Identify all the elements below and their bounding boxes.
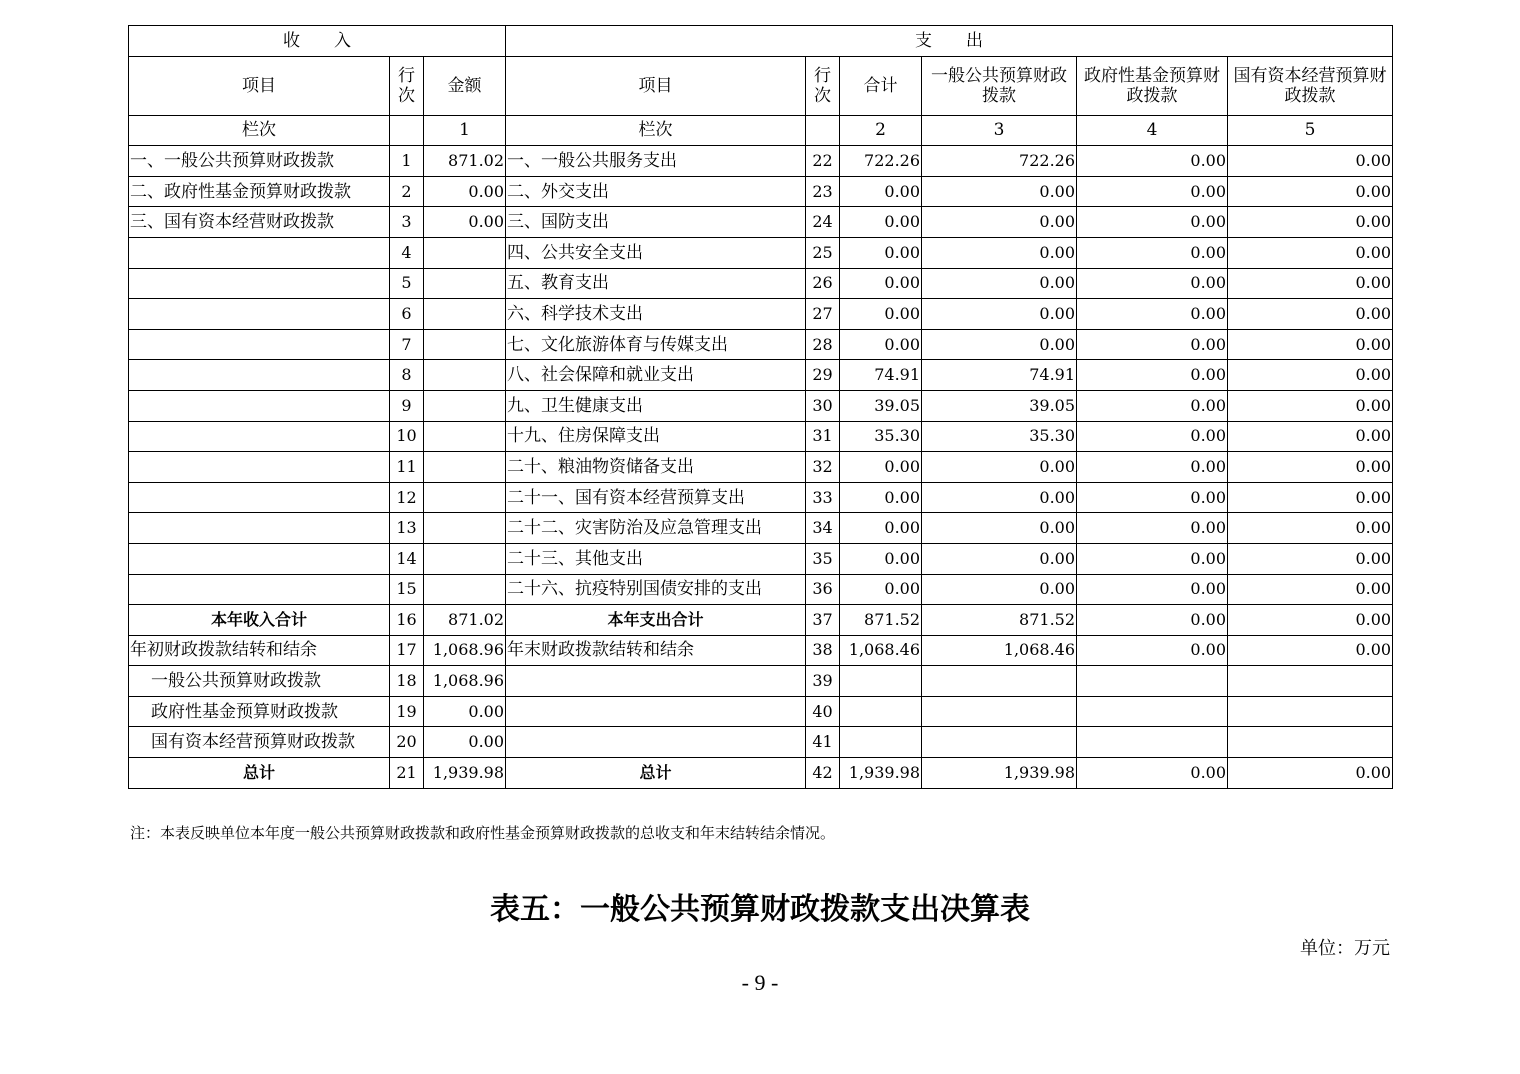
income-amount (424, 513, 506, 544)
general-budget-amount: 0.00 (922, 207, 1077, 238)
income-amount: 1,068.96 (424, 635, 506, 666)
expense-row-no: 22 (806, 146, 840, 177)
general-budget-amount: 1,068.46 (922, 635, 1077, 666)
income-section-header: 收 入 (129, 26, 506, 57)
column-index-row (129, 115, 1393, 146)
soe-budget-amount: 0.00 (1228, 758, 1393, 789)
expense-total: 0.00 (840, 176, 922, 207)
soe-budget-amount: 0.00 (1228, 360, 1393, 391)
gov-fund-amount: 0.00 (1077, 360, 1228, 391)
expense-row-no: 35 (806, 543, 840, 574)
income-row-no: 4 (390, 237, 424, 268)
table-row (129, 329, 1393, 360)
gov-fund-amount (1077, 727, 1228, 758)
income-item: 政府性基金预算财政拨款 (129, 696, 390, 727)
expense-item: 二、外交支出 (506, 176, 806, 207)
income-row-no: 17 (390, 635, 424, 666)
gov-fund-amount (1077, 696, 1228, 727)
income-amount: 871.02 (424, 146, 506, 177)
income-amount (424, 543, 506, 574)
soe-budget-amount (1228, 696, 1393, 727)
expense-row-no: 40 (806, 696, 840, 727)
expense-total: 0.00 (840, 513, 922, 544)
soe-budget-amount: 0.00 (1228, 207, 1393, 238)
income-item (129, 268, 390, 299)
gov-fund-amount (1077, 666, 1228, 697)
general-budget-amount: 39.05 (922, 390, 1077, 421)
income-item (129, 390, 390, 421)
income-row-no: 21 (390, 758, 424, 789)
general-budget-amount: 0.00 (922, 237, 1077, 268)
expense-total: 0.00 (840, 268, 922, 299)
income-row-no: 18 (390, 666, 424, 697)
income-row-no: 3 (390, 207, 424, 238)
soe-budget-amount: 0.00 (1228, 268, 1393, 299)
soe-budget-amount: 0.00 (1228, 452, 1393, 483)
table-row (129, 421, 1393, 452)
income-item: 年初财政拨款结转和结余 (129, 635, 390, 666)
gov-fund-amount: 0.00 (1077, 543, 1228, 574)
column-index-1: 1 (424, 115, 506, 146)
expense-row-no: 24 (806, 207, 840, 238)
soe-budget-amount: 0.00 (1228, 574, 1393, 605)
income-row-no: 6 (390, 299, 424, 330)
income-amount: 0.00 (424, 207, 506, 238)
expense-total-header: 合计 (840, 56, 922, 115)
general-budget-amount: 0.00 (922, 299, 1077, 330)
gov-fund-amount: 0.00 (1077, 268, 1228, 299)
gov-fund-amount: 0.00 (1077, 758, 1228, 789)
expense-total: 0.00 (840, 237, 922, 268)
unit-label: 单位：万元 (1300, 938, 1390, 959)
expense-item: 十九、住房保障支出 (506, 421, 806, 452)
soe-budget-amount: 0.00 (1228, 635, 1393, 666)
expense-item: 四、公共安全支出 (506, 237, 806, 268)
income-item (129, 513, 390, 544)
expense-row-no: 38 (806, 635, 840, 666)
income-item: 一、一般公共预算财政拨款 (129, 146, 390, 177)
income-item (129, 421, 390, 452)
general-budget-amount: 722.26 (922, 146, 1077, 177)
soe-budget-amount: 0.00 (1228, 299, 1393, 330)
fiscal-allocation-table (128, 25, 1393, 789)
general-budget-amount: 0.00 (922, 482, 1077, 513)
general-budget-amount (922, 727, 1077, 758)
table-row (129, 360, 1393, 391)
income-amount (424, 574, 506, 605)
expense-row-no: 39 (806, 666, 840, 697)
income-amount (424, 299, 506, 330)
general-budget-amount: 0.00 (922, 452, 1077, 483)
soe-budget-amount: 0.00 (1228, 237, 1393, 268)
income-amount: 871.02 (424, 605, 506, 636)
expense-item: 二十六、抗疫特别国债安排的支出 (506, 574, 806, 605)
expense-item: 年末财政拨款结转和结余 (506, 635, 806, 666)
income-amount: 0.00 (424, 727, 506, 758)
soe-budget-amount: 0.00 (1228, 176, 1393, 207)
expense-row-no: 25 (806, 237, 840, 268)
expense-item-header: 项目 (506, 56, 806, 115)
expense-item: 七、文化旅游体育与传媒支出 (506, 329, 806, 360)
expense-row-no: 29 (806, 360, 840, 391)
expense-total: 1,068.46 (840, 635, 922, 666)
gov-fund-amount: 0.00 (1077, 605, 1228, 636)
expense-total (840, 666, 922, 697)
expense-item: 八、社会保障和就业支出 (506, 360, 806, 391)
expense-row-no: 36 (806, 574, 840, 605)
table-row (129, 696, 1393, 727)
expense-row-no: 26 (806, 268, 840, 299)
income-row-no: 7 (390, 329, 424, 360)
gov-fund-amount: 0.00 (1077, 329, 1228, 360)
income-amount: 0.00 (424, 696, 506, 727)
expense-total: 871.52 (840, 605, 922, 636)
general-budget-amount: 1,939.98 (922, 758, 1077, 789)
table-row (129, 146, 1393, 177)
general-budget-amount: 0.00 (922, 329, 1077, 360)
income-row-no: 8 (390, 360, 424, 391)
expense-row-no: 42 (806, 758, 840, 789)
general-budget-amount (922, 696, 1077, 727)
expense-item: 三、国防支出 (506, 207, 806, 238)
expense-row-no: 32 (806, 452, 840, 483)
income-item: 三、国有资本经营财政拨款 (129, 207, 390, 238)
table-row (129, 635, 1393, 666)
soe-budget-amount: 0.00 (1228, 543, 1393, 574)
income-row-no: 16 (390, 605, 424, 636)
income-item: 一般公共预算财政拨款 (129, 666, 390, 697)
general-budget-amount (922, 666, 1077, 697)
expense-item: 二十二、灾害防治及应急管理支出 (506, 513, 806, 544)
soe-budget-amount: 0.00 (1228, 513, 1393, 544)
table-row (129, 390, 1393, 421)
gov-fund-header: 政府性基金预算财政拨款 (1077, 56, 1228, 115)
expense-row-no: 37 (806, 605, 840, 636)
income-amount (424, 390, 506, 421)
income-item (129, 329, 390, 360)
header-row-1 (129, 26, 1393, 57)
table-row (129, 268, 1393, 299)
expense-row-no-header: 行 次 (806, 56, 840, 115)
income-row-no-header: 行 次 (390, 56, 424, 115)
table-row (129, 452, 1393, 483)
expense-row-no: 30 (806, 390, 840, 421)
expense-row-no: 28 (806, 329, 840, 360)
column-index-3: 3 (922, 115, 1077, 146)
expense-item: 二十一、国有资本经营预算支出 (506, 482, 806, 513)
table-row (129, 176, 1393, 207)
gov-fund-amount: 0.00 (1077, 635, 1228, 666)
table-row (129, 207, 1393, 238)
income-row-no: 2 (390, 176, 424, 207)
income-amount (424, 329, 506, 360)
column-index-5: 5 (1228, 115, 1393, 146)
general-budget-amount: 0.00 (922, 268, 1077, 299)
gov-fund-amount: 0.00 (1077, 421, 1228, 452)
column-index-label: 栏次 (129, 115, 390, 146)
gov-fund-amount: 0.00 (1077, 176, 1228, 207)
page-number: - 9 - (741, 970, 779, 995)
table-row (129, 666, 1393, 697)
soe-budget-amount (1228, 666, 1393, 697)
income-amount: 1,068.96 (424, 666, 506, 697)
income-item (129, 482, 390, 513)
soe-budget-amount (1228, 727, 1393, 758)
expense-item (506, 696, 806, 727)
general-budget-amount: 0.00 (922, 543, 1077, 574)
expense-row-no: 33 (806, 482, 840, 513)
expense-section-header: 支 出 (506, 26, 1393, 57)
expense-total: 722.26 (840, 146, 922, 177)
table-row (129, 543, 1393, 574)
income-row-no: 9 (390, 390, 424, 421)
income-row-no: 11 (390, 452, 424, 483)
column-index-empty (390, 115, 424, 146)
expense-total (840, 696, 922, 727)
header-row-2 (129, 56, 1393, 115)
expense-total: 39.05 (840, 390, 922, 421)
expense-total: 1,939.98 (840, 758, 922, 789)
income-row-no: 1 (390, 146, 424, 177)
expense-total: 0.00 (840, 207, 922, 238)
expense-item (506, 727, 806, 758)
general-budget-amount: 871.52 (922, 605, 1077, 636)
general-budget-header: 一般公共预算财政拨款 (922, 56, 1077, 115)
expense-total: 0.00 (840, 543, 922, 574)
expense-total: 74.91 (840, 360, 922, 391)
expense-total: 35.30 (840, 421, 922, 452)
expense-total (840, 727, 922, 758)
soe-budget-amount: 0.00 (1228, 390, 1393, 421)
general-budget-amount: 74.91 (922, 360, 1077, 391)
income-item: 国有资本经营预算财政拨款 (129, 727, 390, 758)
gov-fund-amount: 0.00 (1077, 207, 1228, 238)
income-item (129, 360, 390, 391)
income-item (129, 574, 390, 605)
income-item: 二、政府性基金预算财政拨款 (129, 176, 390, 207)
general-budget-amount: 0.00 (922, 513, 1077, 544)
gov-fund-amount: 0.00 (1077, 482, 1228, 513)
gov-fund-amount: 0.00 (1077, 390, 1228, 421)
income-item (129, 237, 390, 268)
gov-fund-amount: 0.00 (1077, 146, 1228, 177)
expense-row-no: 27 (806, 299, 840, 330)
expense-total: 0.00 (840, 574, 922, 605)
income-item (129, 452, 390, 483)
expense-total: 0.00 (840, 482, 922, 513)
column-index-empty (806, 115, 840, 146)
column-index-2: 2 (840, 115, 922, 146)
income-item (129, 299, 390, 330)
expense-item: 九、卫生健康支出 (506, 390, 806, 421)
income-row-no: 13 (390, 513, 424, 544)
income-row-no: 14 (390, 543, 424, 574)
expense-row-no: 41 (806, 727, 840, 758)
expense-row-no: 23 (806, 176, 840, 207)
general-budget-amount: 0.00 (922, 176, 1077, 207)
expense-total: 0.00 (840, 452, 922, 483)
income-row-no: 15 (390, 574, 424, 605)
income-amount (424, 237, 506, 268)
general-budget-amount: 0.00 (922, 574, 1077, 605)
expense-row-no: 31 (806, 421, 840, 452)
expense-item (506, 666, 806, 697)
income-item-header: 项目 (129, 56, 390, 115)
expense-item: 五、教育支出 (506, 268, 806, 299)
expense-item: 总计 (506, 758, 806, 789)
soe-budget-amount: 0.00 (1228, 329, 1393, 360)
income-amount (424, 421, 506, 452)
table-row (129, 727, 1393, 758)
soe-budget-amount: 0.00 (1228, 421, 1393, 452)
expense-total: 0.00 (840, 329, 922, 360)
income-amount (424, 268, 506, 299)
expense-item: 六、科学技术支出 (506, 299, 806, 330)
expense-column-index-label: 栏次 (506, 115, 806, 146)
next-table-title: 表五：一般公共预算财政拨款支出决算表 (490, 892, 1030, 927)
table-note: 注：本表反映单位本年度一般公共预算财政拨款和政府性基金预算财政拨款的总收支和年末结转结余情况。 (130, 824, 836, 842)
expense-item: 二十、粮油物资储备支出 (506, 452, 806, 483)
expense-row-no: 34 (806, 513, 840, 544)
gov-fund-amount: 0.00 (1077, 452, 1228, 483)
income-item: 总计 (129, 758, 390, 789)
soe-budget-amount: 0.00 (1228, 605, 1393, 636)
income-amount (424, 452, 506, 483)
general-budget-amount: 35.30 (922, 421, 1077, 452)
expense-item: 一、一般公共服务支出 (506, 146, 806, 177)
income-row-no: 5 (390, 268, 424, 299)
gov-fund-amount: 0.00 (1077, 513, 1228, 544)
table-row (129, 605, 1393, 636)
income-amount (424, 482, 506, 513)
table-row (129, 237, 1393, 268)
expense-item: 二十三、其他支出 (506, 543, 806, 574)
gov-fund-amount: 0.00 (1077, 574, 1228, 605)
income-row-no: 19 (390, 696, 424, 727)
table-row (129, 513, 1393, 544)
income-amount: 1,939.98 (424, 758, 506, 789)
income-item (129, 543, 390, 574)
table-row (129, 574, 1393, 605)
income-row-no: 10 (390, 421, 424, 452)
expense-total: 0.00 (840, 299, 922, 330)
gov-fund-amount: 0.00 (1077, 237, 1228, 268)
income-row-no: 12 (390, 482, 424, 513)
soe-budget-amount: 0.00 (1228, 482, 1393, 513)
table-row (129, 299, 1393, 330)
income-amount (424, 360, 506, 391)
income-amount: 0.00 (424, 176, 506, 207)
income-row-no: 20 (390, 727, 424, 758)
soe-budget-header: 国有资本经营预算财政拨款 (1228, 56, 1393, 115)
income-amount-header: 金额 (424, 56, 506, 115)
expense-item: 本年支出合计 (506, 605, 806, 636)
table-row (129, 758, 1393, 789)
gov-fund-amount: 0.00 (1077, 299, 1228, 330)
income-item: 本年收入合计 (129, 605, 390, 636)
soe-budget-amount: 0.00 (1228, 146, 1393, 177)
column-index-4: 4 (1077, 115, 1228, 146)
table-row (129, 482, 1393, 513)
